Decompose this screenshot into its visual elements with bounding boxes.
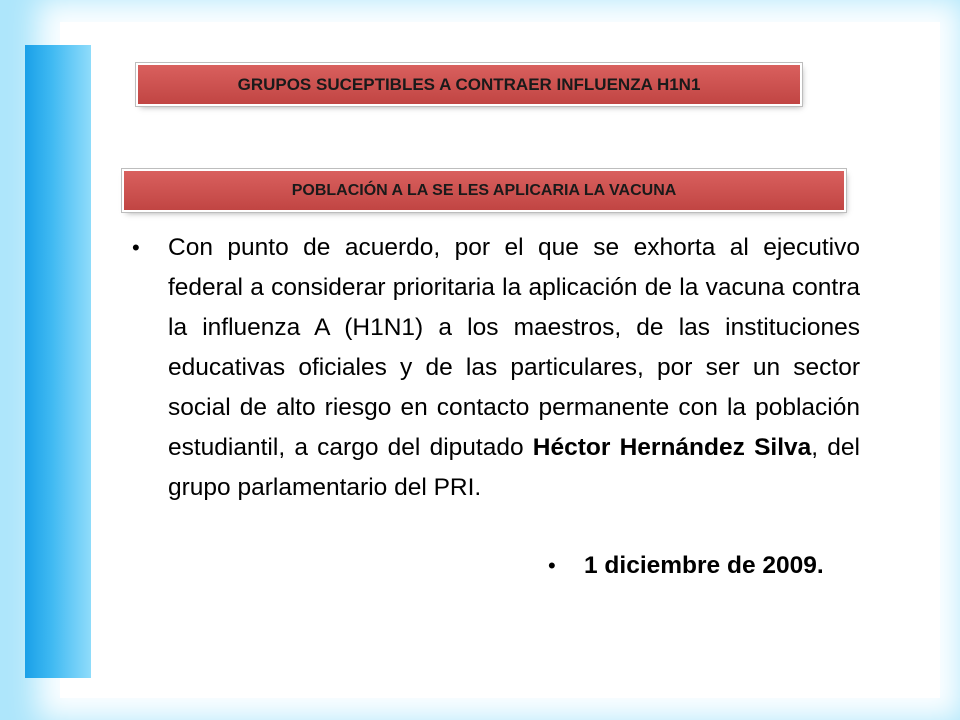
bullet-item-date [548,546,824,586]
slide-subtitle-banner: POBLACIÓN A LA SE LES APLICARIA LA VACUNA [124,171,844,210]
slide-content [132,228,860,508]
side-accent-bar [25,45,91,678]
bullet-icon: • [548,553,556,578]
body-text-after-name: , del grupo parlamentario del PRI. [168,434,860,501]
body-paragraph [168,228,860,508]
bullet-item-body [132,228,860,508]
bullet-icon: • [132,235,140,260]
slide-title-banner: GRUPOS SUCEPTIBLES A CONTRAER INFLUENZA H1N1 [138,65,800,104]
body-text-before-name: Con punto de acuerdo, por el que se exhorta al ejecutivo federal a considerar prioritaria la aplicación de la vacuna contra la influenza A (H1N1) a los maestros, de las instituciones educativas oficiales y de las particulares, por ser un sector social de alto riesgo en contacto permanente con la población estudiantil, a cargo del diputado [168,234,860,461]
deputy-name: Héctor Hernández Silva [532,434,812,461]
date-text: 1 diciembre de 2009. [584,552,824,579]
